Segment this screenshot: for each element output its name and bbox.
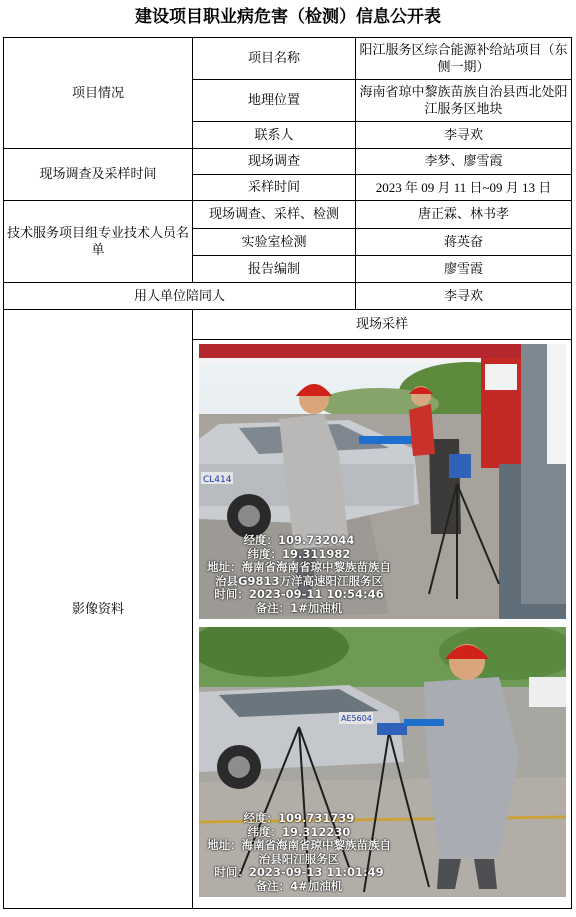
sampling-time-label: 采样时间 [193, 175, 356, 201]
escort-label: 用人单位陪同人 [4, 283, 356, 310]
photos-cell [193, 340, 572, 909]
survey-time-label: 现场调查及采样时间 [4, 149, 193, 201]
images-label: 影像资料 [4, 310, 193, 909]
photo-2-note: 备注：4#加油机 [255, 878, 343, 893]
contact-value: 李寻欢 [356, 122, 572, 149]
field-label: 现场调查、采样、检测 [193, 201, 356, 229]
escort-value: 李寻欢 [356, 283, 572, 310]
location-value: 海南省琼中黎族苗族自治县西北处阳江服务区地块 [356, 80, 572, 122]
project-info-label: 项目情况 [4, 38, 193, 149]
table-row [4, 149, 572, 175]
field-value: 唐正霖、林书孝 [356, 201, 572, 229]
photo-2-watermark [207, 812, 391, 893]
site-photo-2 [199, 627, 566, 897]
table-row [4, 310, 572, 340]
project-name-label: 项目名称 [193, 38, 356, 80]
photo-2-time: 时间：2023-09-13 11:01:49 [214, 865, 384, 879]
info-table [3, 37, 572, 909]
lab-value: 蒋英奋 [356, 229, 572, 256]
lab-label: 实验室检测 [193, 229, 356, 256]
photo-1-longitude: 经度：109.732044 [243, 533, 355, 547]
location-label: 地理位置 [193, 80, 356, 122]
contact-label: 联系人 [193, 122, 356, 149]
report-label: 报告编制 [193, 256, 356, 283]
photo-2-address-line-1: 地址：海南省海南省琼中黎族苗族自 [207, 838, 391, 852]
photo-1-plate: CL414 [203, 475, 232, 485]
page-title: 建设项目职业病危害（检测）信息公开表 [135, 7, 441, 27]
sampling-time-value: 2023 年 09 月 11 日~09 月 13 日 [356, 175, 572, 201]
photo-1-latitude: 纬度：19.311982 [247, 546, 351, 561]
photo-1-watermark [207, 534, 391, 615]
images-header: 现场采样 [193, 310, 572, 340]
photo-2-longitude: 经度：109.731739 [243, 811, 355, 825]
table-row [4, 283, 572, 310]
photo-1-time: 时间：2023-09-11 10:54:46 [214, 587, 384, 601]
photo-1-address-line-1: 地址：海南省海南省琼中黎族苗族自 [207, 560, 391, 574]
site-photo-1 [199, 344, 566, 619]
photo-2-address-line-2: 治县阳江服务区 [258, 851, 340, 866]
photo-1-address-line-2: 治县G9813万洋高速阳江服务区 [215, 573, 383, 588]
table-row [4, 201, 572, 229]
table-row [4, 38, 572, 80]
photo-2-latitude: 纬度：19.312230 [247, 824, 351, 839]
photo-1-note: 备注：1#加油机 [255, 600, 343, 615]
survey-label: 现场调查 [193, 149, 356, 175]
report-value: 廖雪霞 [356, 256, 572, 283]
project-name-value: 阳江服务区综合能源补给站项目（东侧一期） [356, 38, 572, 80]
photo-2-plate: AE5604 [341, 714, 372, 723]
tech-staff-label: 技术服务项目组专业技术人员名单 [4, 201, 193, 283]
survey-value: 李梦、廖雪霞 [356, 149, 572, 175]
